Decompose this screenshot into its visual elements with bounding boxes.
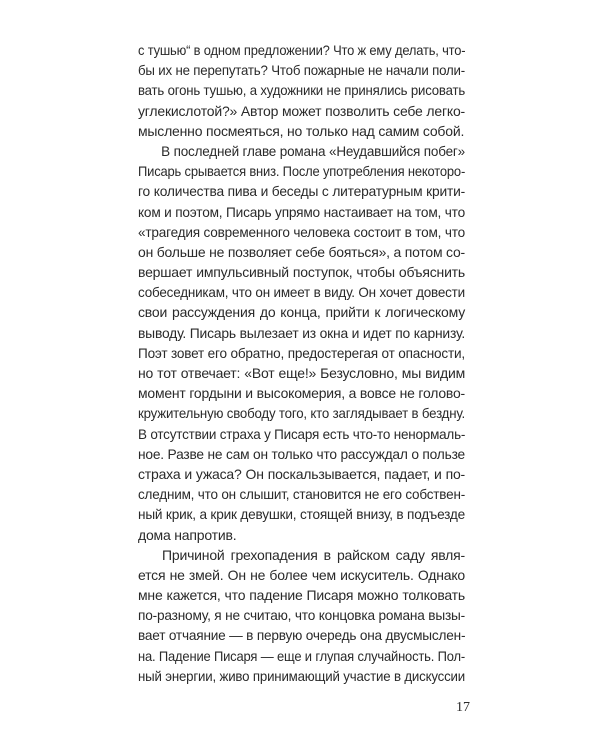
text-line: по-разному, я не считаю, что концовка романа вызы- [138, 607, 465, 624]
text-line: «трагедия современного человека состоит в том, что [138, 223, 465, 240]
text-line: го количества пива и беседы с литературным крити- [138, 183, 465, 200]
text-line: свои рассуждения до конца, прийти к логическому [138, 304, 465, 321]
text-line: выводу. Писарь вылезает из окна и идет по карнизу. [138, 324, 465, 341]
text-line: с тушью“ в одном предложении? Что ж ему делать, что- [138, 42, 466, 58]
text-line: но тот отвечает: «Вот еще!» Безусловно, мы видим [138, 365, 465, 381]
paragraph [138, 545, 465, 686]
text-line: кружительную свободу того, кто заглядывает в бездну. [138, 405, 465, 422]
text-line: момент гордыни и высокомерия, а вовсе не голово- [138, 385, 465, 402]
text-line: мне кажется, что падение Писаря можно толковать [138, 587, 465, 604]
text-line: следним, что он слышит, становится не его собствен- [138, 486, 466, 503]
text-line: ком и поэтом, Писарь упрямо настаивает на том, что [138, 203, 465, 220]
text-line: В последней главе романа «Неудавшийся побег» [161, 142, 465, 159]
text-line: он больше не позволяет себе бояться», а потом со- [138, 243, 465, 260]
text-line: собеседникам, что он имеет в виду. Он хочет довести [138, 284, 465, 301]
text-line: ное. Разве не сам он только что рассуждал о пользе [138, 445, 465, 462]
text-line: страха и ужаса? Он поскальзывается, падает, и по- [138, 465, 465, 482]
paragraph [138, 141, 465, 545]
text-line: Поэт зовет его обратно, предостерегая от опасности, [138, 344, 465, 361]
text-line: Писарь срывается вниз. После употребления некоторо- [138, 163, 466, 180]
text-line: Причиной грехопадения в райском саду явля- [162, 546, 465, 563]
text-line: вать огонь тушью, а художники не принялись рисовать [138, 82, 465, 99]
text-line: углекислотой?» Автор может позволить себе легко- [138, 102, 465, 119]
text-line: ный крик, а крик девушки, стоящей внизу, в подъезде [138, 506, 466, 523]
text-line: на. Падение Писаря — еще и глупая случайность. Пол- [138, 647, 465, 664]
page-body [138, 40, 465, 686]
text-line: ется не змей. Он не более чем искуситель. Однако [138, 566, 465, 583]
text-line: бы их не перепутать? Чтоб пожарные не начали поли- [138, 62, 465, 79]
text-line: ный энергии, живо принимающий участие в дискуссии [138, 667, 465, 684]
text-line: вает отчаяние — в первую очередь она двусмыслен- [138, 627, 466, 644]
text-line: вершает импульсивный поступок, чтобы объяснить [138, 264, 465, 281]
page-number: 17 [456, 700, 470, 715]
text-line: В отсутствии страха у Писаря есть что-то ненормаль- [138, 425, 466, 442]
text-line: дома напротив. [138, 526, 237, 543]
text-line: мысленно посмеяться, но только над самим собой. [138, 122, 465, 139]
paragraph [138, 40, 465, 141]
